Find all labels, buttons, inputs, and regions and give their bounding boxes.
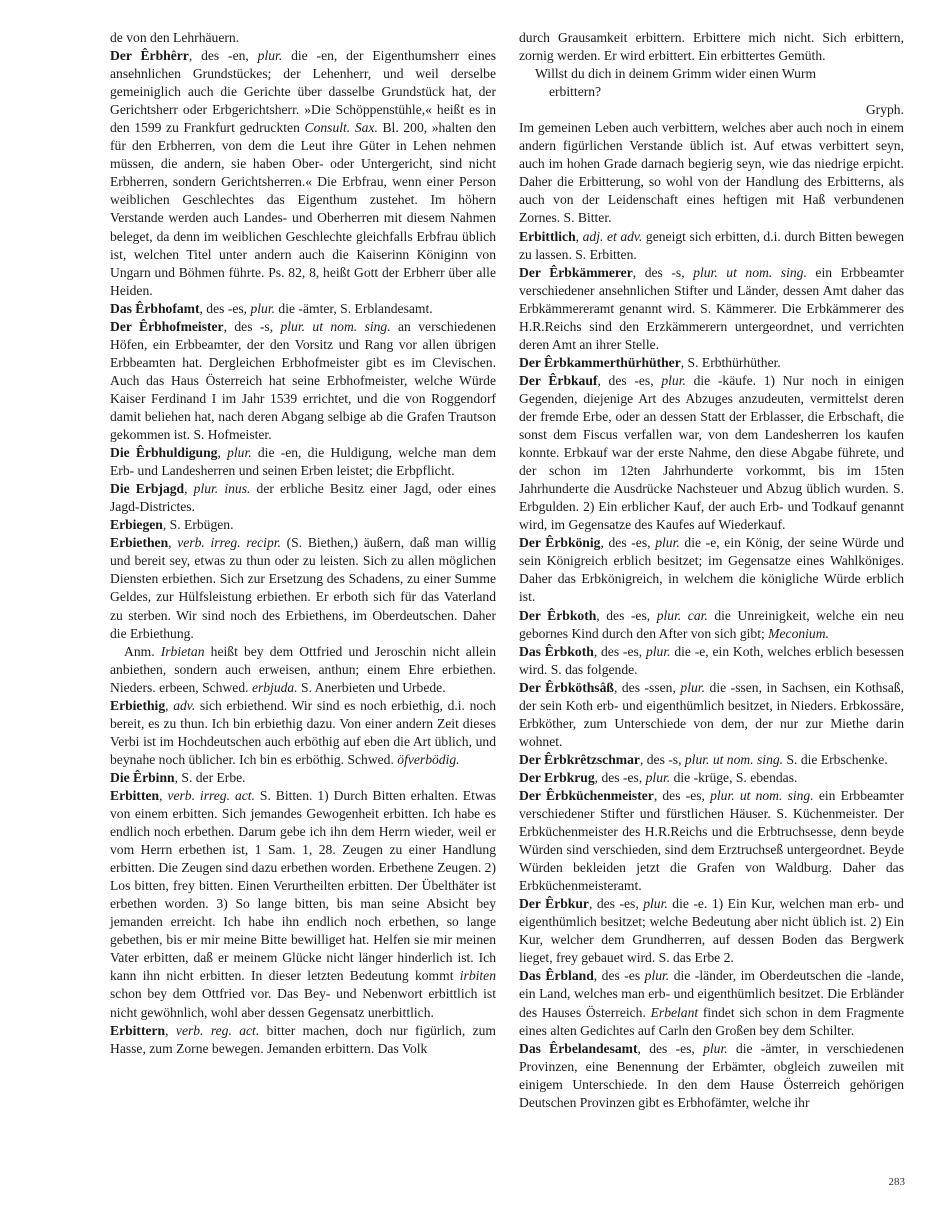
entry-text: , des -es, xyxy=(593,643,646,659)
entry-text: Willst du dich in deinem Grimm wider einen Wurm xyxy=(535,66,817,82)
grammar-note: Erbelant xyxy=(650,1004,699,1020)
entry-text: , des -es, xyxy=(588,896,644,912)
grammar-note: plur. ut nom. sing. xyxy=(710,787,814,803)
entry-text: durch Grausamkeit erbittern. Erbittere mich nicht. Sich erbittern, zornig werden. Er wird erbittert. Ein erbittertes Gemüth. xyxy=(519,30,904,64)
grammar-note: adv. xyxy=(173,697,196,713)
entry-text: ein Erbbeamter verschiedener Stifter und fürstlichen Häuser. S. Küchenmeister. Der Erbküchenmeister des H.R.Reichs und die Erbtruchsesse, denn beyde Würden sind verschieden, sind dem Erztruchseß untergeordnet. Beyde Würden bekleiden jetzt die Grafen von Waldburg. Daher das Erbküchenmeisteramt. xyxy=(519,787,904,894)
dictionary-entry xyxy=(519,895,904,967)
entry-text: , des -es, xyxy=(600,535,656,551)
grammar-note: plur. xyxy=(703,1040,728,1056)
dictionary-entry xyxy=(519,769,904,787)
entry-text: die -krüge, S. ebendas. xyxy=(670,769,798,785)
dictionary-entry xyxy=(110,697,496,769)
grammar-note: plur. xyxy=(643,896,668,912)
headword: Die Êrbinn xyxy=(110,769,175,785)
grammar-note: plur. xyxy=(250,300,276,316)
entry-text: bitter machen, doch nur figürlich, zum Hasse, zum Zorne bewegen. Jemanden erbittern. Das Volk xyxy=(110,1022,496,1056)
grammar-note: Irbietan xyxy=(160,643,205,659)
entry-text: , des -es, xyxy=(653,787,711,803)
headword: Der Êrbküchenmeister xyxy=(519,787,654,803)
entry-text: die -e, ein König, der seine Würde und sein Königreich erblich besitzet; im Gegensatze eines Wahlköniges. Daher das Erbkönigreich, in welchem die königliche Würde erblich ist. xyxy=(519,535,904,605)
entry-text: , xyxy=(165,1022,176,1038)
grammar-note: plur. xyxy=(661,372,686,388)
entry-text: , xyxy=(168,535,178,551)
dictionary-entry xyxy=(519,29,904,65)
dictionary-entry xyxy=(110,300,496,318)
dictionary-entry xyxy=(519,643,904,679)
dictionary-entry xyxy=(110,480,496,516)
dictionary-entry xyxy=(519,65,904,83)
entry-text: de von den Lehrhäuern. xyxy=(110,30,240,45)
dictionary-entry xyxy=(110,534,496,642)
grammar-note: plur. xyxy=(655,535,680,551)
headword: Der Êrbkur xyxy=(519,896,589,912)
entry-text: , des -es, xyxy=(594,769,646,785)
entry-text: , des -es, xyxy=(637,1040,704,1056)
dictionary-entry xyxy=(519,1040,904,1112)
dictionary-entry xyxy=(519,228,904,264)
left-column xyxy=(110,29,496,1058)
entry-text: , S. Erbügen. xyxy=(162,517,234,533)
entry-text: , des -es xyxy=(593,968,645,984)
right-column xyxy=(519,29,904,1112)
entry-text: die Unreinigkeit, welche ein neu gebornes Kind durch den After von sich gibt; xyxy=(519,607,904,641)
dictionary-entry xyxy=(110,643,496,697)
dictionary-entry xyxy=(110,516,496,534)
headword: Das Êrbhofamt xyxy=(110,300,200,316)
entry-text: findet sich schon in dem Fragmente eines alten Gedichtes auf Carln den Großen bey dem Schilter. xyxy=(519,1004,904,1038)
entry-text: schon bey dem Ottfried vor. Das Bey- und Nebenwort erbittlich ist nicht gewöhnlich, wohl aber dessen Gegensatz unerbittlich. xyxy=(110,986,496,1020)
entry-text: S. die Erbschenke. xyxy=(783,751,888,767)
entry-text: , des -s, xyxy=(639,751,685,767)
entry-text: die -e, ein Koth, welches erblich besessen wird. S. das folgende. xyxy=(519,643,904,677)
entry-text: S. Anerbieten und Urbede. xyxy=(297,679,446,695)
headword: Das Êrbelandesamt xyxy=(519,1040,638,1056)
entry-text: ein Erbbeamter verschiedener ansehnlichen Stifter und Länder, dessen Amt daher das Erbkämmereramt genannt wird. S. Kämmerer. Die Erbkämmerer des H.R.Reichs sind den Erzkämmerern untergeordnet, und verrichten deren Amt an ihrer Stelle. xyxy=(519,264,905,352)
headword: Der Êrbkauf xyxy=(519,372,598,388)
entry-text: geneigt sich erbitten, d.i. durch Bitten bewegen zu lassen. S. Erbitten. xyxy=(519,228,904,262)
grammar-note: plur. xyxy=(645,643,671,659)
dictionary-entry xyxy=(110,444,496,480)
entry-text: die -käufe. 1) Nur noch in einigen Gegenden, diejenige Art des Abzuges anzudeuten, vermittelst deren der fremde Erbe, oder an dessen Statt der Erblasser, die Erbschaft, die sonst dem Fiscus verfallen war, von dem Landesherren los kaufen konnte. Erbkauf war der erste Nahme, den diese Abgabe führete, und der schon im 12ten Jahrhunderte vorkommt, bis im 15ten Jahrhunderte die Ausdrücke Nachsteuer und Abzug üblich wurden. S. Erbgulden. 2) Ein erblicher Kauf, der auch Erb- und Todkauf genannt wird, im Gegensatze des Kaufes auf Wiederkauf. xyxy=(519,372,904,533)
entry-text: Bl. 200, »halten den für den Erbherren, von dem die Leut ihre Güter in Lehen nehmen müssen, die andern, sie haben Ober- oder Untergericht, sind nicht Erbherren, sondern Gerichtsherren.« Die Erbfrau, wenn einer Person weiblichen Geschlechtes das Eigenthum zustehet. Im höhern Verstande werden auch Landes- und Oberherren mit diesem Nahmen beleget, da denn im weiblichen Geschlechte gleichfalls Erbfrau üblich ist, welchen Titel unter andern auch die Kaiserinn Königinn von Ungarn und Böhmen führte. Ps. 82, 8, heißt Gott der Erbherr über alle Heiden. xyxy=(110,120,497,298)
entry-text: die -ämter, in verschiedenen Provinzen, eine Benennung der Erbämter, obgleich zuweilen mit einigem Unterschiede. In den dem Hause Österreich gehörigen Deutschen Provinzen gibt es Erbhofämter, welche ihr xyxy=(519,1040,904,1110)
grammar-note: verb. reg. act. xyxy=(175,1022,260,1038)
headword: Das Êrbland xyxy=(519,968,594,984)
dictionary-entry xyxy=(519,354,904,372)
entry-text: die -ämter, S. Erblandesamt. xyxy=(275,300,433,316)
grammar-note: adj. et adv. xyxy=(582,228,643,244)
headword: Der Êrbkönig xyxy=(519,535,601,551)
entry-text: , S. Erbthürhüther. xyxy=(680,354,781,370)
headword: Erbiegen xyxy=(110,517,163,533)
entry-text: an verschiedenen Höfen, ein Erbbeamter, der den Vorsitz und Rang vor allen übrigen Erbbeamten hat. Dergleichen Erbhofmeister gibt es im Clevischen. Auch das Haus Österreich hat seine Erbhofmeister, welche Würde Kaiser Ferdinand I im Jahr 1539 errichtet, und die von Roggendorf damit beliehen hat, nach deren Abgang selbige ab die Grafen Trautson gekommen ist. S. Hofmeister. xyxy=(110,318,496,443)
dictionary-entry xyxy=(519,967,904,1039)
headword: Die Êrbhuldigung xyxy=(110,445,218,461)
headword: Der Êrbkoth xyxy=(519,607,597,623)
dictionary-entry xyxy=(519,83,904,101)
entry-text: die -en, die Huldigung, welche man dem Erb- und Landesherren und seinen Erben leistet; die Erbpflicht. xyxy=(110,445,497,479)
entry-text: Im gemeinen Leben auch verbittern, welches aber auch noch in einem andern figürlichen Verstande üblich ist. Auf etwas verbittert seyn, auch im hohen Grade darnach begierig seyn, wie das niedrige erpicht. Daher die Erbitterung, so wohl von der Handlung des Erbitterns, als auch von der Leidenschaft eines heftigen mit Haß verbundenen Zornes. S. Bitter. xyxy=(519,120,904,226)
entry-text: erbittern? xyxy=(549,84,602,100)
dictionary-entry xyxy=(519,534,904,606)
grammar-note: plur. inus. xyxy=(193,481,251,497)
headword: Erbiethen xyxy=(110,535,169,551)
grammar-note: erbjuda. xyxy=(251,679,298,695)
dictionary-entry xyxy=(519,751,904,769)
headword: Der Êrbkämmerer xyxy=(519,264,633,280)
dictionary-entry xyxy=(110,769,496,787)
headword: Erbittlich xyxy=(519,228,576,244)
dictionary-entry xyxy=(110,787,496,1022)
headword: Erbitten xyxy=(110,787,160,803)
grammar-note: plur. xyxy=(257,48,283,64)
entry-text: , xyxy=(575,228,583,244)
headword: Erbittern xyxy=(110,1022,166,1038)
entry-text: , des -ssen, xyxy=(613,679,681,695)
entry-text: , xyxy=(159,787,168,803)
grammar-note: plur. xyxy=(644,968,670,984)
dictionary-entry xyxy=(519,101,904,119)
dictionary-entry xyxy=(110,1022,496,1058)
dictionary-entry xyxy=(519,119,904,227)
grammar-note: verb. irreg. act. xyxy=(167,787,255,803)
grammar-note: verb. irreg. recipr. xyxy=(177,535,281,551)
headword: Die Erbjagd xyxy=(110,481,185,497)
entry-text: die -en, der Eigenthumsherr eines ansehnlichen Grundstückes; der Lehenherr, und weil derselbe gemeiniglich auch die Gerichte über dasselbe Grundstück hat, der Gerichtsherr oder Erbgerichtsherr. »Die Schöppenstühle,« heißt es in den 1599 zu Frankfurt gedruckten xyxy=(110,48,496,136)
headword: Erbiethig xyxy=(110,697,166,713)
entry-text: Gryph. xyxy=(865,102,904,118)
entry-text: , xyxy=(184,481,194,497)
dictionary-entry xyxy=(519,372,904,534)
entry-text: , S. der Erbe. xyxy=(174,769,246,785)
entry-text: (S. Biethen,) äußern, daß man willig und bereit sey, etwas zu thun oder zu leisten. Sich zu allen möglichen Diensten erbiethen. Sich zur Ersetzung des Schadens, zu einer Summe Geldes, zur Hülfsleistung erbiethen. Er erboth sich für das Vaterland zu sterben. Wir sind noch des Erbiethens, im Oberdeutschen. Daher die Erbiethung. xyxy=(110,535,496,641)
headword: Der Êrbhêrr xyxy=(110,48,189,64)
grammar-note: plur. ut nom. sing. xyxy=(280,318,391,334)
entry-text: , des -en, xyxy=(188,48,258,64)
entry-text: die -länder, im Oberdeutschen die -lande, ein Land, welches man erb- und eigenthümlich besitzet. Die Erbländer des Hauses Österreich. xyxy=(519,968,904,1020)
grammar-note: Meconium. xyxy=(768,625,829,641)
entry-text: sich erbiethend. Wir sind es noch erbiethig, d.i. noch bereit, es zu thun. Ich bin erbiethig dazu. Von einer andern Zeit dieses Verbi ist im Hochdeutschen auch erböthig auf eben die Art üblich, und beynahe noch üblicher. Ich bin es erböthig. Schwed. xyxy=(110,697,497,767)
headword: Der Êrbköthsâß xyxy=(519,679,614,695)
entry-text: S. Bitten. 1) Durch Bitten erhalten. Etwas von einem erbitten. Sich jemandes Gewogenheit erbitten. Ich habe es endlich noch erbethen. Darum gebe ich ihn dem Herrn wieder, weil er vom Herrn erbethen ist, 1 Sam. 1, 28. Zeugen zu einer Handlung erbitten. Die Zeugen sind dazu erbethen worden. Erbethene Zeugen. 2) Los bitten, frey bitten. Einen Verurtheilten erbitten. Der Übelthäter ist erbethen worden. 3) So lange bitten, bis man seine Absicht bey jemanden erreicht. Ich habe ihn endlich noch erbethen, so lange gebethen, bis er mir meine Bitte bewilliget hat. Helfen sie mir meinen Vater erbitten, daß er meinem Glücke nicht länger hinderlich ist. Ich kann ihn nicht erbitten. In dieser letzten Bedeutung kommt xyxy=(110,787,497,984)
headword: Der Erbkrug xyxy=(519,769,595,785)
grammar-note: plur. ut nom. sing. xyxy=(684,751,784,767)
grammar-note: irbiten xyxy=(459,968,496,984)
headword: Das Êrbkoth xyxy=(519,643,594,659)
headword: Der Êrbhofmeister xyxy=(110,318,224,334)
grammar-note: plur. xyxy=(680,679,705,695)
headword: Der Êrbkrêtzschmar xyxy=(519,751,640,767)
entry-text: , des -es, xyxy=(596,607,657,623)
dictionary-entry xyxy=(519,607,904,643)
entry-text: , des -es, xyxy=(597,372,662,388)
dictionary-entry xyxy=(519,679,904,751)
headword: Der Êrbkammerthürhüther xyxy=(519,354,681,370)
dictionary-entry xyxy=(110,47,496,300)
entry-text: , des -s, xyxy=(223,318,281,334)
entry-text: die -e. 1) Ein Kur, welchen man erb- und eigenthümlich besitzet; welche Bedeutung aber nicht üblich ist. 2) Ein Kur, welcher dem Grundherren, auf dessen Boden das Bergwerk lieget, frey gebauet wird. S. das Erbe 2. xyxy=(519,896,904,966)
entry-text: die -ssen, in Sachsen, ein Kothsaß, der sein Koth erb- und eigenthümlich besitzet, in Nieders. Erbkossäre, Erbköther, zum Unterschiede von dem, der nur zur Miethe darin wohnet. xyxy=(519,679,904,749)
entry-text: heißt bey dem Ottfried und Jeroschin nicht allein anbiethen, sondern auch erweisen, anthun; einem Ehre erbiethen. Nieders. erbeen, Schwed. xyxy=(110,643,497,695)
dictionary-entry xyxy=(519,787,904,895)
grammar-note: plur. xyxy=(227,445,252,461)
entry-text: , xyxy=(165,697,174,713)
dictionary-entry xyxy=(519,264,904,354)
entry-text: , des -es, xyxy=(199,300,251,316)
dictionary-entry xyxy=(110,29,496,47)
entry-text: der erbliche Besitz einer Jagd, oder eines Jagd-Districtes. xyxy=(110,481,496,515)
entry-text: Anm. xyxy=(124,643,161,659)
page-number: 283 xyxy=(888,1176,905,1188)
grammar-note: plur. xyxy=(645,769,671,785)
entry-text: , des -s, xyxy=(632,264,694,280)
grammar-note: plur. car. xyxy=(656,607,708,623)
grammar-note: plur. ut nom. sing. xyxy=(693,264,807,280)
grammar-note: Consult. Sax. xyxy=(304,120,378,136)
grammar-note: öfverbödig. xyxy=(397,751,460,767)
dictionary-entry xyxy=(110,318,496,444)
entry-text: , xyxy=(217,445,228,461)
